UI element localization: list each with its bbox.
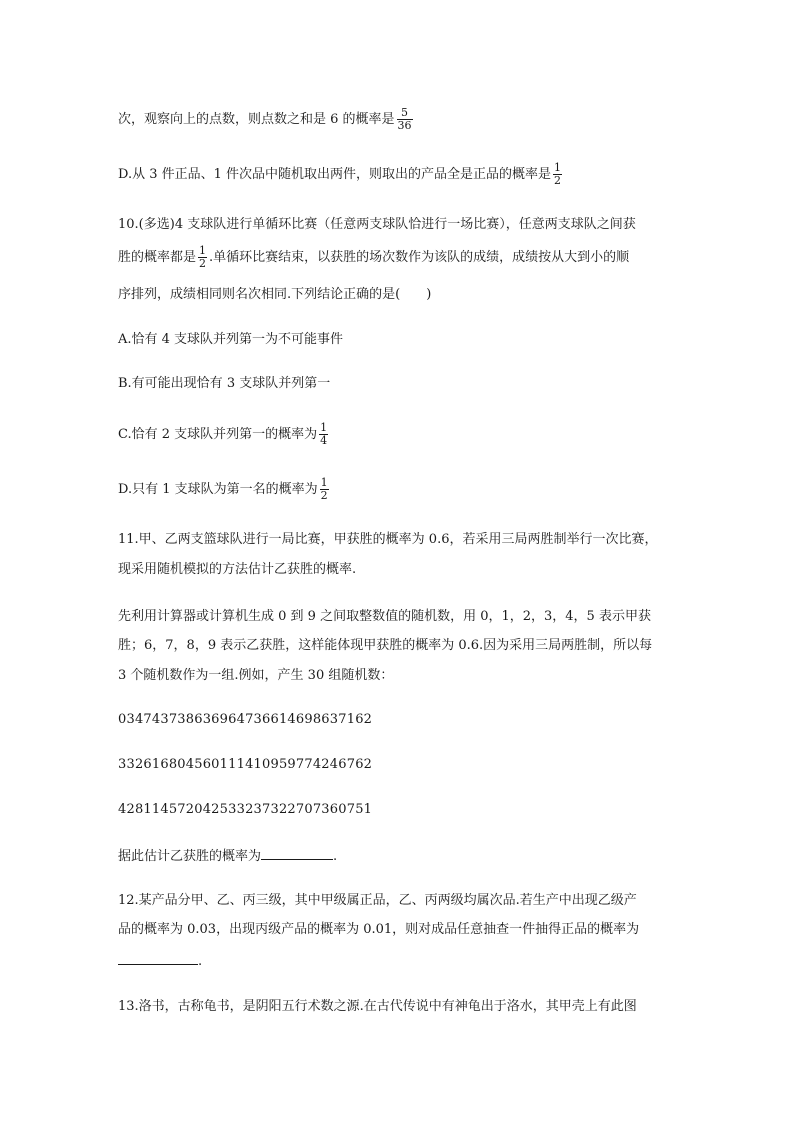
q11-answer-line: 据此估计乙获胜的概率为 . xyxy=(118,845,337,867)
answer-blank[interactable] xyxy=(261,845,333,860)
fraction-5-36: $\frac{5}{36}$ xyxy=(397,106,412,132)
q10-option-a: A.恰有 4 支球队并列第一为不可能事件 xyxy=(118,332,344,347)
random-numbers-row2: 332616804560111410959774246762 xyxy=(118,757,373,772)
text: D.从 3 件正品、1 件次品中随机取出两件，则取出的产品全是正品的概率是 xyxy=(118,167,552,182)
q13-stem-line1: 13.洛书，古称龟书，是阴阳五行术数之源.在古代传说中有神龟出于洛水，其甲壳上有此图 xyxy=(118,999,637,1014)
q10-stem-line1: 10.(多选)4 支球队进行单循环比赛（任意两支球队恰进行一场比赛），任意两支球队之间获 xyxy=(118,217,636,232)
q12-stem-line1: 12.某产品分甲、乙、丙三级，其中甲级属正品，乙、丙两级均属次品.若生产中出现乙级产 xyxy=(118,893,637,908)
fraction-1-2: $\frac{1}{2}$ xyxy=(554,161,562,187)
q9-option-d xyxy=(118,162,564,187)
q12-answer-line: . xyxy=(118,950,202,972)
text: 次，观察向上的点数，则点数之和是 6 的概率是 xyxy=(118,112,395,127)
q12-stem-line2: 品的概率为 0.03，出现丙级产品的概率为 0.01，则对成品任意抽查一件抽得正品的概率为 xyxy=(118,922,640,937)
q10-stem-line2: 胜的概率都是 $\frac{1}{2}$ .单循环比赛结束，以获胜的场次数作为该队的成绩，成绩按从大到小的顺 xyxy=(118,244,630,270)
answer-blank[interactable] xyxy=(118,950,198,965)
fraction-1-2: $\frac{1}{2}$ xyxy=(199,244,207,270)
random-numbers-row3: 428114572042533237322707360751 xyxy=(118,802,373,817)
fraction-1-4: $\frac{1}{4}$ xyxy=(320,421,328,447)
q11-stem-line1: 11.甲、乙两支篮球队进行一局比赛，甲获胜的概率为 0.6，若采用三局两胜制举行一次比赛， xyxy=(118,532,658,547)
q11-stem-line2: 现采用随机模拟的方法估计乙获胜的概率. xyxy=(118,562,357,577)
q11-text-line3: 先利用计算器或计算机生成 0 到 9 之间取整数值的随机数，用 0，1，2，3，4，5 表示甲获 xyxy=(118,609,651,624)
q11-text-line5: 3 个随机数作为一组.例如，产生 30 组随机数： xyxy=(118,668,394,683)
random-numbers-row1: 034743738636964736614698637162 xyxy=(118,712,373,727)
q10-option-c: C.恰有 2 支球队并列第一的概率为 $\frac{1}{4}$ xyxy=(118,421,328,447)
fraction-1-2: $\frac{1}{2}$ xyxy=(320,476,328,502)
q9-option-c-tail xyxy=(118,107,415,132)
q10-option-d: D.只有 1 支球队为第一名的概率为 $\frac{1}{2}$ xyxy=(118,476,328,502)
q10-stem-line3: 序排列，成绩相同则名次相同.下列结论正确的是( ) xyxy=(118,287,432,302)
q10-option-b: B.有可能出现恰有 3 支球队并列第一 xyxy=(118,376,331,391)
q11-text-line4: 胜；6，7，8，9 表示乙获胜，这样能体现甲获胜的概率为 0.6.因为采用三局两胜制，所以每 xyxy=(118,638,653,653)
